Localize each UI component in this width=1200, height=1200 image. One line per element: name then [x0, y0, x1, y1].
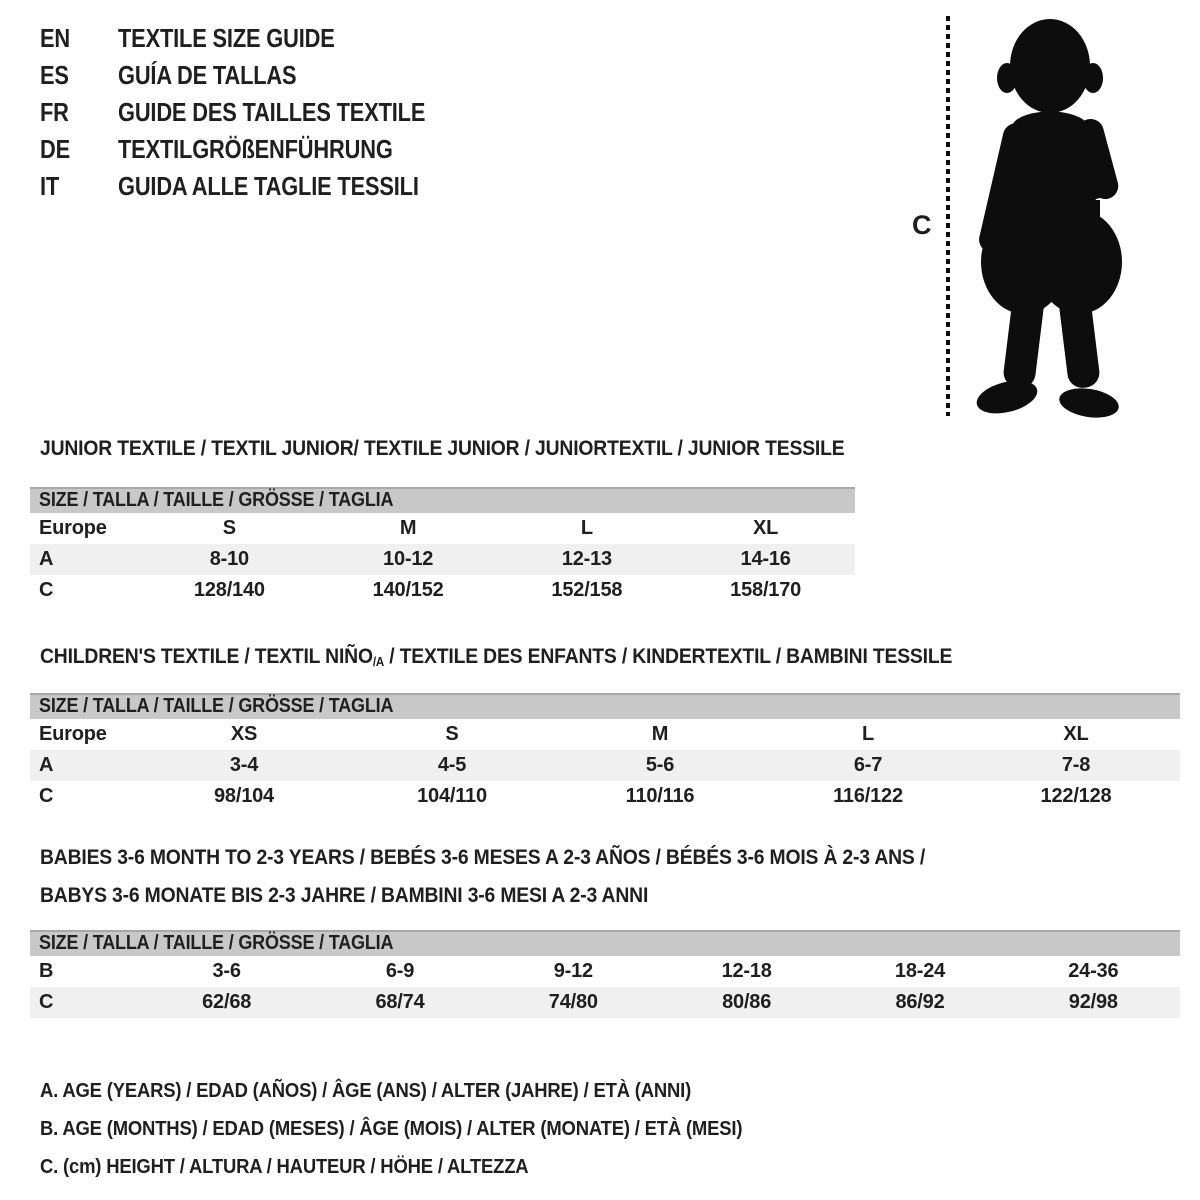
size-header-text: SIZE / TALLA / TAILLE / GRÖSSE / TAGLIA — [39, 489, 394, 511]
table-cell: 7-8 — [1061, 754, 1091, 776]
table-header-row — [30, 719, 1180, 750]
children-title-sub: /A — [372, 653, 385, 669]
guide-title-fr: GUIDE DES TAILLES TEXTILE — [118, 97, 426, 127]
column-header-xs: XS — [230, 723, 258, 745]
height-measure-dashed-line — [946, 16, 950, 416]
table-cell: 6-9 — [385, 960, 415, 982]
table-cell: 74/80 — [548, 991, 598, 1013]
row-label: A — [39, 548, 54, 570]
table-cell: 4-5 — [437, 754, 467, 776]
table-cell: 3-4 — [229, 754, 259, 776]
table-cell: 18-24 — [894, 960, 946, 982]
children-section-title — [40, 645, 1054, 673]
column-header-m: M — [399, 517, 417, 539]
row-label: C — [39, 785, 54, 807]
babies-size-table — [30, 930, 1180, 1018]
language-row-es — [40, 57, 484, 94]
footnotes — [40, 1072, 820, 1186]
junior-size-table — [30, 487, 855, 606]
children-section-title-text — [40, 645, 952, 673]
table-cell: 152/158 — [551, 579, 623, 601]
table-row — [30, 544, 855, 575]
column-header-s: S — [445, 723, 459, 745]
table-cell: 24-36 — [1068, 960, 1119, 982]
size-header-bar — [30, 487, 855, 513]
row-label: B — [39, 960, 54, 982]
table-cell: 12-13 — [561, 548, 612, 570]
language-code: EN — [40, 23, 71, 53]
table-cell: 98/104 — [214, 785, 274, 807]
column-header-s: S — [222, 517, 236, 539]
table-cell: 5-6 — [645, 754, 675, 776]
table-cell: 158/170 — [730, 579, 802, 601]
table-row — [30, 781, 1180, 812]
table-cell: 62/68 — [202, 991, 252, 1013]
table-cell: 9-12 — [553, 960, 593, 982]
babies-title-line1: BABIES 3-6 MONTH TO 2-3 YEARS / BEBÉS 3-6 MESES A 2-3 AÑOS / BÉBÉS 3-6 MOIS À 2-3 ANS / — [40, 845, 926, 869]
footnote-a-text: A. AGE (YEARS) / EDAD (AÑOS) / ÂGE (ANS) / ALTER (JAHRE) / ETÀ (ANNI) — [40, 1079, 692, 1102]
table-cell: 92/98 — [1068, 991, 1118, 1013]
table-cell: 80/86 — [722, 991, 772, 1013]
children-title-pre: CHILDREN'S TEXTILE / TEXTIL NIÑO — [40, 644, 373, 668]
table-cell: 10-12 — [383, 548, 434, 570]
language-code: DE — [40, 134, 71, 164]
height-measure-label: C — [912, 210, 932, 240]
table-row — [30, 750, 1180, 781]
row-label: C — [39, 579, 54, 601]
table-cell: 110/116 — [625, 785, 695, 807]
guide-title-de: TEXTILGRÖßENFÜHRUNG — [118, 134, 393, 164]
footnote-c-text: C. (cm) HEIGHT / ALTURA / HAUTEUR / HÖHE / ALTEZZA — [40, 1155, 529, 1178]
size-header-bar — [30, 693, 1180, 719]
table-header-row — [30, 513, 855, 544]
table-cell: 6-7 — [853, 754, 883, 776]
language-row-fr — [40, 94, 484, 131]
footnote-c — [40, 1148, 820, 1186]
table-cell: 3-6 — [212, 960, 241, 982]
toddler-silhouette — [958, 14, 1148, 424]
table-cell: 128/140 — [193, 579, 265, 601]
babies-title-line2: BABYS 3-6 MONATE BIS 2-3 JAHRE / BAMBINI 3-6 MESI A 2-3 ANNI — [40, 883, 649, 907]
language-row-it — [40, 168, 484, 205]
size-header-text: SIZE / TALLA / TAILLE / GRÖSSE / TAGLIA — [39, 932, 394, 954]
column-header-l: L — [580, 517, 593, 539]
children-title-post: / TEXTILE DES ENFANTS / KINDERTEXTIL / BAMBINI TESSILE — [384, 644, 953, 668]
table-cell: 12-18 — [721, 960, 772, 982]
table-cell: 140/152 — [372, 579, 444, 601]
column-header-m: M — [651, 723, 669, 745]
table-cell: 116/122 — [833, 785, 903, 807]
guide-title-en: TEXTILE SIZE GUIDE — [118, 23, 335, 53]
babies-section-title — [40, 845, 1023, 921]
table-row — [30, 987, 1180, 1018]
column-header-europe: Europe — [39, 723, 107, 745]
table-cell: 104/110 — [417, 785, 487, 807]
table-cell: 14-16 — [740, 548, 791, 570]
children-size-table — [30, 693, 1180, 812]
footnote-a — [40, 1072, 820, 1110]
table-cell: 122/128 — [1040, 785, 1112, 807]
guide-title-it: GUIDA ALLE TAGLIE TESSILI — [118, 171, 419, 201]
guide-title-es: GUÍA DE TALLAS — [118, 60, 297, 90]
language-title-list — [40, 20, 484, 205]
language-code: ES — [40, 60, 69, 90]
table-cell: 68/74 — [375, 991, 425, 1013]
size-header-bar — [30, 930, 1180, 956]
table-cell: 86/92 — [895, 991, 945, 1013]
junior-section-title — [40, 437, 934, 459]
column-header-europe: Europe — [39, 517, 107, 539]
language-code: FR — [40, 97, 69, 127]
junior-section-title-text: JUNIOR TEXTILE / TEXTIL JUNIOR/ TEXTILE JUNIOR / JUNIORTEXTIL / JUNIOR TESSILE — [40, 436, 845, 460]
column-header-xl: XL — [753, 517, 779, 539]
size-header-text: SIZE / TALLA / TAILLE / GRÖSSE / TAGLIA — [39, 695, 394, 717]
language-code: IT — [40, 171, 60, 201]
table-cell: 8-10 — [209, 548, 249, 570]
footnote-b — [40, 1110, 820, 1148]
table-row — [30, 956, 1180, 987]
column-header-xl: XL — [1063, 723, 1089, 745]
table-row — [30, 575, 855, 606]
row-label: C — [39, 991, 54, 1013]
column-header-l: L — [861, 723, 875, 745]
row-label: A — [39, 754, 54, 776]
language-row-de — [40, 131, 484, 168]
footnote-b-text: B. AGE (MONTHS) / EDAD (MESES) / ÂGE (MOIS) / ALTER (MONATE) / ETÀ (MESI) — [40, 1117, 743, 1140]
language-row-en — [40, 20, 484, 57]
